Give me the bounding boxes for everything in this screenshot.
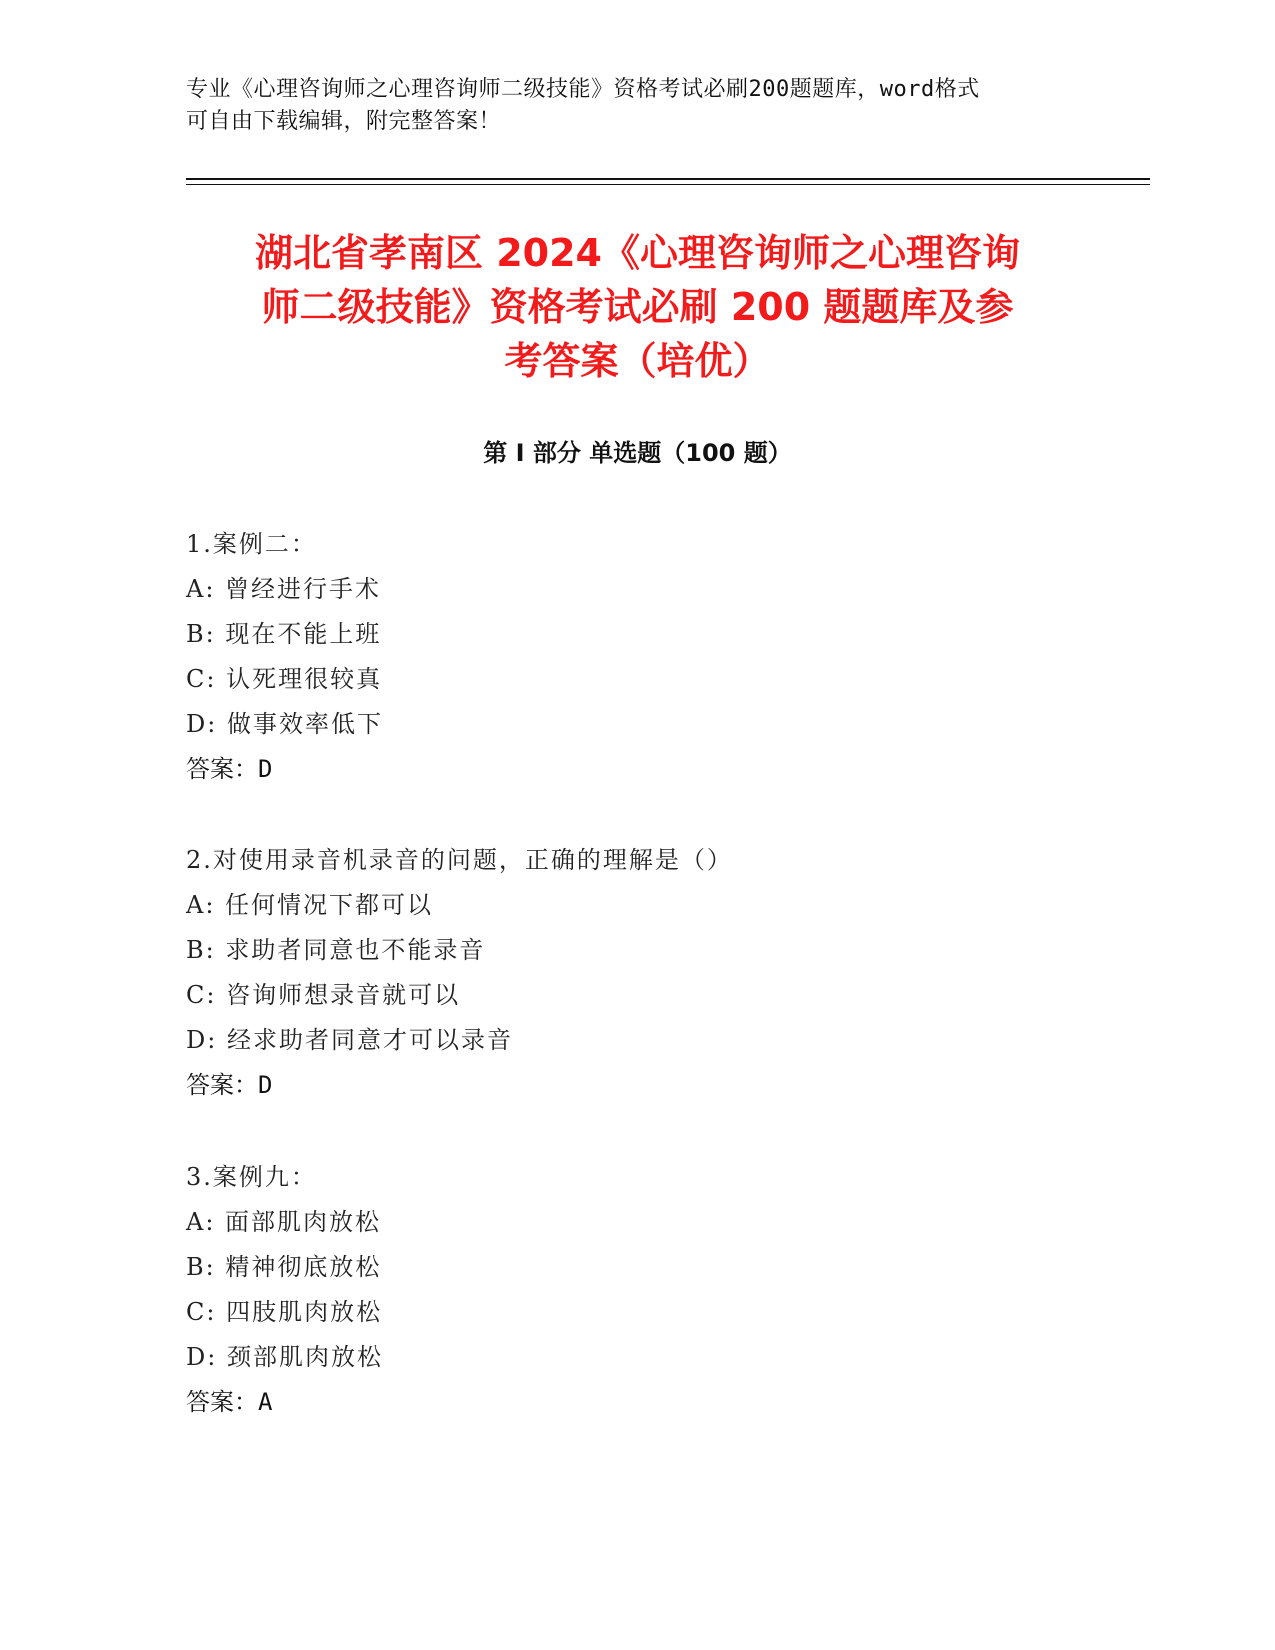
answer-value: D (258, 1071, 273, 1099)
option-b: B: 求助者同意也不能录音 (186, 936, 486, 964)
question-1 (186, 522, 1086, 792)
option-a: A: 曾经进行手术 (186, 575, 382, 603)
option-b: B: 现在不能上班 (186, 620, 382, 648)
header-divider-thin (186, 184, 1150, 185)
question-stem: 1.案例二： (186, 530, 317, 558)
question-stem: 2.对使用录音机录音的问题，正确的理解是（） (186, 846, 733, 874)
header-note-line-1: 专业《心理咨询师之心理咨询师二级技能》资格考试必刷200题题库，word格式 (186, 77, 980, 102)
answer-line (186, 747, 1086, 792)
header-note-line-2: 可自由下载编辑，附完整答案！ (186, 109, 502, 134)
option-c: C: 四肢肌肉放松 (186, 1298, 383, 1326)
answer-label: 答案： (186, 755, 258, 783)
header-note (186, 74, 1066, 138)
option-b: B: 精神彻底放松 (186, 1253, 382, 1281)
document-title-line-1: 湖北省孝南区 2024《心理咨询师之心理咨询 (255, 231, 1020, 275)
option-d: D: 做事效率低下 (186, 710, 383, 738)
question-stem: 3.案例九： (186, 1163, 317, 1191)
document-title (150, 226, 1125, 388)
answer-value: D (258, 755, 273, 783)
option-c: C: 认死理很较真 (186, 665, 383, 693)
answer-value: A (258, 1388, 273, 1416)
question-3 (186, 1155, 1086, 1425)
answer-line (186, 1380, 1086, 1425)
header-divider-thick (186, 178, 1150, 180)
option-d: D: 颈部肌肉放松 (186, 1343, 383, 1371)
document-title-line-2: 师二级技能》资格考试必刷 200 题题库及参 (261, 285, 1014, 329)
answer-line (186, 1063, 1086, 1108)
option-a: A: 面部肌肉放松 (186, 1208, 382, 1236)
option-a: A: 任何情况下都可以 (186, 891, 434, 919)
answer-label: 答案： (186, 1071, 258, 1099)
option-c: C: 咨询师想录音就可以 (186, 981, 461, 1009)
section-heading: 第 I 部分 单选题（100 题） (483, 439, 792, 467)
question-2 (186, 838, 1086, 1108)
document-title-line-3: 考答案（培优） (504, 339, 771, 383)
option-d: D: 经求助者同意才可以录音 (186, 1026, 513, 1054)
answer-label: 答案： (186, 1388, 258, 1416)
